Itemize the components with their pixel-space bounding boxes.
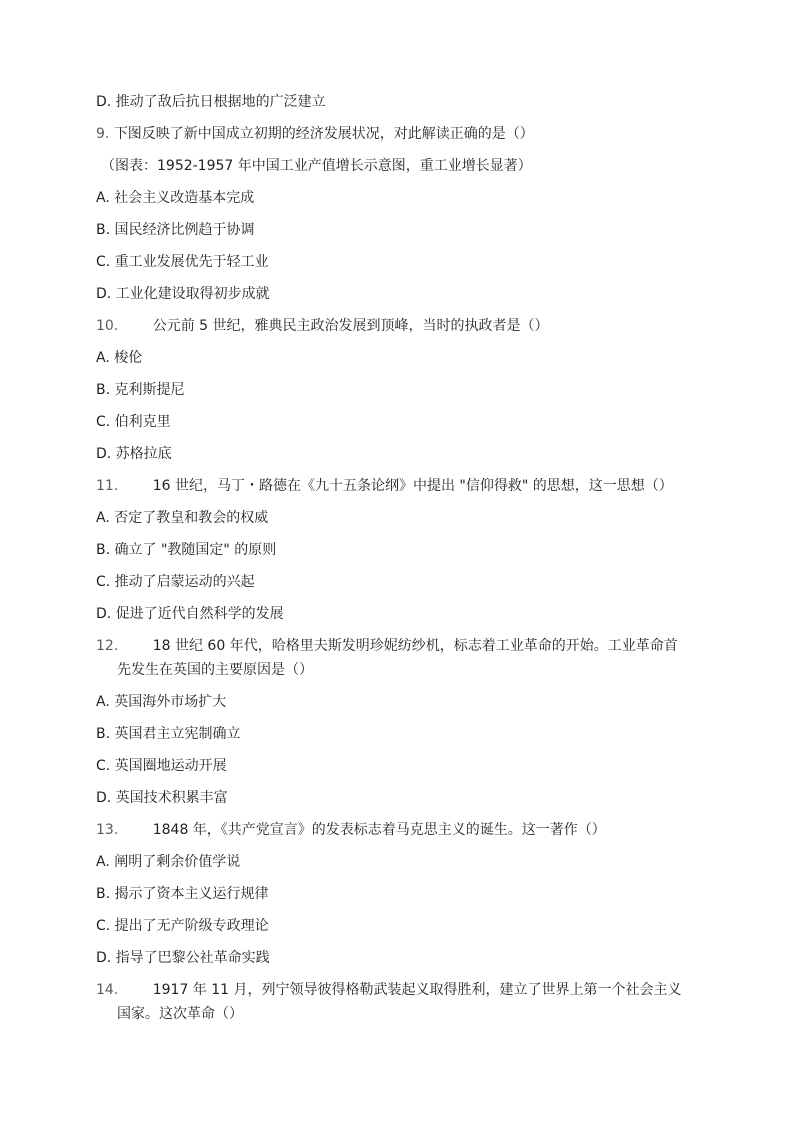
option-b: B. 确立了 "教随国定" 的原则 — [96, 542, 277, 558]
option-a: A. 社会主义改造基本完成 — [96, 190, 255, 206]
question-text-continued: 先发生在英国的主要原因是（） — [117, 662, 313, 678]
option-d: D. 指导了巴黎公社革命实践 — [96, 950, 270, 966]
option-b: B. 英国君主立宪制确立 — [96, 726, 241, 742]
option-b: B. 克利斯提尼 — [96, 382, 185, 398]
question-13 — [96, 820, 706, 840]
option-d: D. 促进了近代自然科学的发展 — [96, 606, 284, 622]
option-a: A. 否定了教皇和教会的权威 — [96, 510, 269, 526]
question-number: 14. — [96, 982, 119, 998]
option-c: C. 英国圈地运动开展 — [96, 758, 227, 774]
question-text: 1917 年 11 月，列宁领导彼得格勒武装起义取得胜利，建立了世界上第一个社会主义 — [152, 982, 682, 998]
question-text: 1848 年，《共产党宣言》的发表标志着马克思主义的诞生。这一著作（） — [152, 822, 606, 838]
question-number: 13. — [96, 822, 119, 838]
question-text: 18 世纪 60 年代，哈格里夫斯发明珍妮纺纱机，标志着工业革命的开始。工业革命首 — [152, 638, 678, 654]
option-b: B. 揭示了资本主义运行规律 — [96, 886, 269, 902]
question-number: 11. — [96, 478, 119, 494]
question-number: 10. — [96, 318, 119, 334]
option-d-prev: D. 推动了敌后抗日根据地的广泛建立 — [96, 94, 326, 110]
option-d: D. 工业化建设取得初步成就 — [96, 286, 270, 302]
question-number: 9. — [96, 126, 110, 142]
option-c: C. 推动了启蒙运动的兴起 — [96, 574, 255, 590]
question-14 — [96, 980, 706, 1000]
option-d: D. 英国技术积累丰富 — [96, 790, 228, 806]
option-c: C. 提出了无产阶级专政理论 — [96, 918, 269, 934]
option-a: A. 阐明了剩余价值学说 — [96, 854, 241, 870]
question-text: 公元前 5 世纪，雅典民主政治发展到顶峰，当时的执政者是（） — [152, 318, 549, 334]
option-c: C. 重工业发展优先于轻工业 — [96, 254, 269, 270]
option-b: B. 国民经济比例趋于协调 — [96, 222, 255, 238]
question-number: 12. — [96, 638, 119, 654]
question-text-continued: 国家。这次革命（） — [117, 1006, 243, 1022]
question-text: 16 世纪，马丁・路德在《九十五条论纲》中提出 "信仰得救" 的思想，这一思想（） — [152, 478, 673, 494]
option-a: A. 英国海外市场扩大 — [96, 694, 227, 710]
question-9 — [96, 124, 706, 144]
question-12 — [96, 636, 706, 656]
question-text: 下图反映了新中国成立初期的经济发展状况，对此解读正确的是（） — [113, 126, 534, 142]
option-c: C. 伯利克里 — [96, 414, 171, 430]
figure-note: （图表：1952-1957 年中国工业产值增长示意图，重工业增长显著） — [101, 158, 532, 174]
option-d: D. 苏格拉底 — [96, 446, 172, 462]
question-10 — [96, 316, 706, 336]
question-11 — [96, 476, 706, 496]
option-a: A. 梭伦 — [96, 350, 143, 366]
